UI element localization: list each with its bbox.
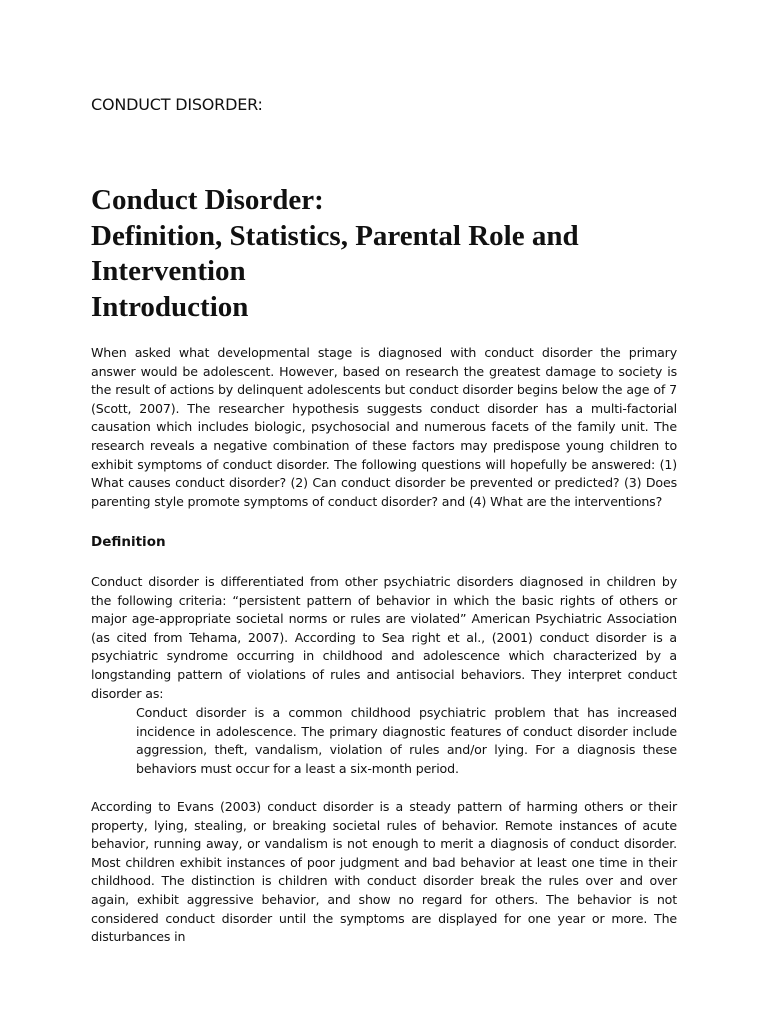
running-head: CONDUCT DISORDER: bbox=[91, 95, 263, 114]
introduction-paragraph: When asked what developmental stage is diagnosed with conduct disorder the primary answer would be adolescent. However, based on research the greatest damage to society is the result of actions by delinquent adolescents but conduct disorder begins below the age of 7 (Scott, 2007). The researcher hypothesis suggests conduct disorder has a multi-factorial causation which includes biologic, psychosocial and numerous facets of the family unit. The research reveals a negative combination of these factors may predispose young children to exhibit symptoms of conduct disorder. The following questions will hopefully be answered: (1) What causes conduct disorder? (2) Can conduct disorder be prevented or predicted? (3) Does parenting style promote symptoms of conduct disorder? and (4) What are the interventions? bbox=[91, 345, 677, 509]
title-line-4: Introduction bbox=[91, 290, 249, 323]
title-line-1: Conduct Disorder: bbox=[91, 184, 324, 216]
title-line-3: Intervention bbox=[91, 255, 246, 287]
document-title bbox=[91, 183, 711, 325]
title-line-2: Definition, Statistics, Parental Role and bbox=[91, 219, 579, 252]
definition-heading: Definition bbox=[91, 534, 166, 550]
definition-paragraph-2: According to Evans (2003) conduct disorder is a steady pattern of harming others or their property, lying, stealing, or breaking societal rules of behavior. Remote instances of acute behavior, running away, or vandalism is not enough to merit a diagnosis of conduct disorder. Most children exhibit instances of poor judgment and bad behavior at least one time in their childhood. The distinction is children with conduct disorder break the rules over and over again, exhibit aggressive behavior, and show no regard for others. The behavior is not considered conduct disorder until the symptoms are displayed for one year or more. The disturbances in bbox=[91, 799, 677, 945]
block-quote: Conduct disorder is a common childhood psychiatric problem that has increased incidence in adolescence. The primary diagnostic features of conduct disorder include aggression, theft, vandalism, violation of rules and/or lying. For a diagnosis these behaviors must occur for a least a six-month period. bbox=[136, 705, 677, 776]
definition-paragraph-1: Conduct disorder is differentiated from other psychiatric disorders diagnosed in children by the following criteria: “persistent pattern of behavior in which the basic rights of others or major age-appropriate societal norms or rules are violated” American Psychiatric Association (as cited from Tehama, 2007). According to Sea right et al., (2001) conduct disorder is a psychiatric syndrome occurring in childhood and adolescence which characterized by a longstanding pattern of violations of rules and antisocial behaviors. They interpret conduct disorder as: bbox=[91, 574, 677, 701]
